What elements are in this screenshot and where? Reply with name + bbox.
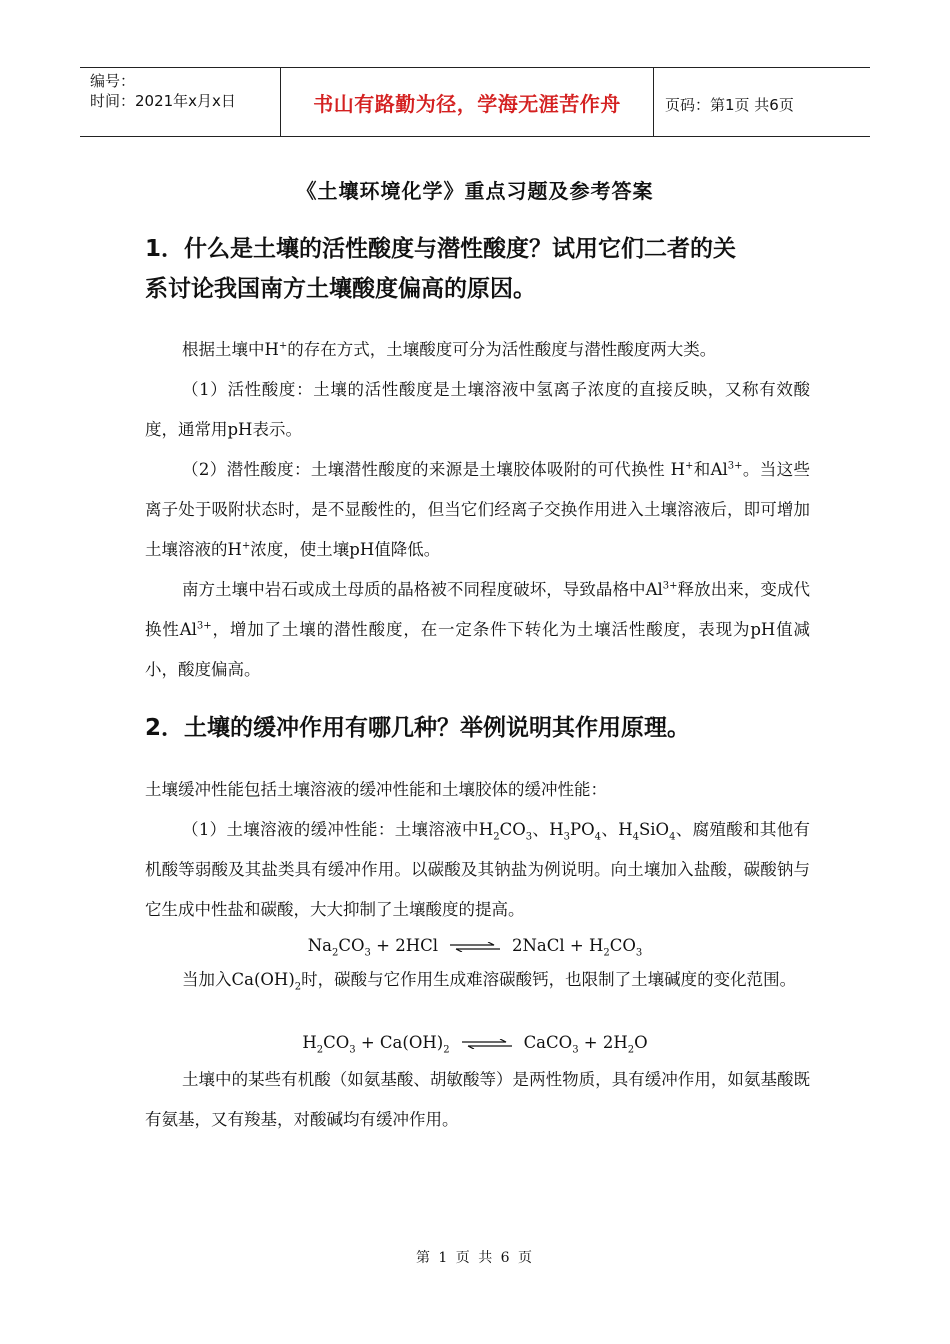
question-1-heading (145, 229, 815, 309)
equation-2: $H_2CO_3 + Ca(OH)_2$ CaCO$_3$ + $2H_2O$ (302, 1033, 648, 1056)
document-header (80, 67, 870, 137)
number-label: 编号： (90, 72, 136, 90)
header-page-label: 页码：第1页 共6页 (665, 96, 794, 114)
question-1-line-2: 系讨论我国南方土壤酸度偏高的原因。 (145, 276, 536, 302)
header-divider (653, 68, 654, 136)
page-footer: 第 1 页 共 6 页 (415, 1250, 535, 1266)
date-label: 时间：2021年x月x日 (90, 92, 236, 110)
q1-southern-soil-paragraph: 南方土壤中岩石或成土母质的晶格被不同程度破坏，导致晶格中$Al^{3+}$释放出来，变成代换性$Al^{3+}$，增加了土壤的潜性酸度，在一定条件下转化为土壤活性酸度，表现为pH值减小，酸度偏高。 (145, 580, 811, 679)
q2-solution-buffer-paragraph: （1）土壤溶液的缓冲性能：土壤溶液中$H_2CO_3$、$H_3PO_4$、$H_4SiO_4$、腐殖酸和其他有机酸等弱酸及其盐类具有缓冲作用。以碳酸及其钠盐为例说明。向土壤加入盐酸，碳酸钠与它生成中性盐和碳酸，大大抑制了土壤酸度的提高。 (145, 820, 811, 919)
reaction-arrow-icon (460, 1039, 514, 1049)
q2-intro-paragraph: 土壤缓冲性能包括土壤溶液的缓冲性能和土壤胶体的缓冲性能： (145, 780, 607, 799)
document-title: 《土壤环境化学》重点习题及参考答案 (296, 179, 654, 203)
header-info-cell (80, 68, 280, 136)
q1-intro-paragraph: 根据土壤中H+的存在方式，土壤酸度可分为活性酸度与潜性酸度两大类。 (182, 340, 717, 359)
header-motto: 书山有路勤为径，学海无涯苦作舟 (313, 91, 621, 116)
q2-organic-acid-paragraph: 土壤中的某些有机酸（如氨基酸、胡敏酸等）是两性物质，具有缓冲作用，如氨基酸既有氨基，又有羧基，对酸碱均有缓冲作用。 (145, 1070, 810, 1129)
reaction-arrow-icon (448, 942, 502, 952)
question-1-line-1: 1．什么是土壤的活性酸度与潜性酸度？试用它们二者的关 (145, 236, 737, 262)
q2-base-paragraph: 当加入$Ca(OH)_2$时，碳酸与它作用生成难溶碳酸钙，也限制了土壤碱度的变化范围。 (182, 970, 797, 993)
q1-active-acidity-paragraph: （1）活性酸度：土壤的活性酸度是土壤溶液中氢离子浓度的直接反映，又称有效酸度，通常用pH表示。 (145, 380, 810, 439)
question-2-heading: 2．土壤的缓冲作用有哪几种？举例说明其作用原理。 (145, 715, 691, 741)
q1-potential-acidity-paragraph: （2）潜性酸度：土壤潜性酸度的来源是土壤胶体吸附的可代换性 H+和$Al^{3+}$。当这些离子处于吸附状态时，是不显酸性的，但当它们经离子交换作用进入土壤溶液后，即可增加土壤溶液的H+浓度，使土壤pH值降低。 (145, 460, 810, 559)
equation-1: $Na_2CO_3 + 2HCl$ 2NaCl + $H_2CO_3$ (307, 936, 643, 959)
